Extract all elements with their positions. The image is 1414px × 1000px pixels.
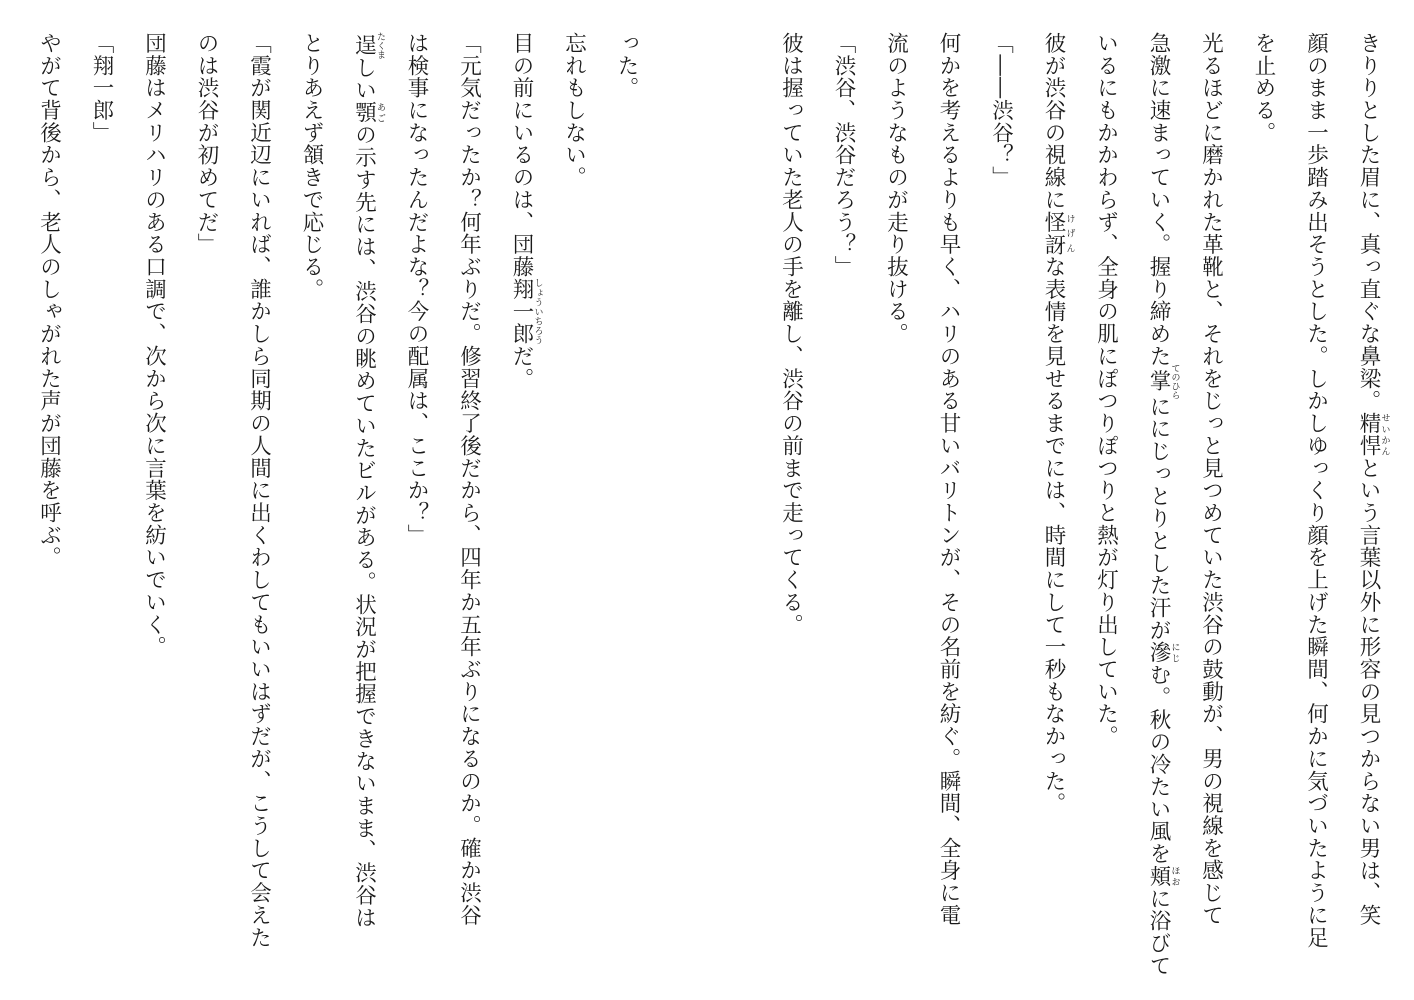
furigana: 掌てのひら [1146, 363, 1180, 400]
text-line: とりあえず頷きで応じる。 [299, 32, 324, 301]
text-line: 何かを考えるよりも早く、ハリのある甘いバリトンが、その名前を紡ぐ。瞬間、全身に電 [936, 32, 961, 927]
furigana: 滲にじ [1146, 641, 1180, 664]
furigana: 頬ほお [1146, 865, 1180, 888]
text-line: 忘れもしない。 [561, 32, 587, 189]
text-line: 「翔一郎」 [89, 32, 114, 144]
text-line: 光るほどに磨かれた革靴と、それをじっと見つめていた渋谷の鼓動が、男の視線を感じて [1198, 32, 1224, 927]
text-line: 「元気だったか？何年ぶりだ。修習終了後だから、四年か五年ぶりになるのか。確か渋谷 [456, 32, 482, 927]
text-line: った。 [614, 32, 639, 100]
text-line: やがて背後から、老人のしゃがれた声が団藤を呼ぶ。 [36, 32, 62, 569]
text-line: 「霞が関近辺にいれば、誰かしら同期の人間に出くわしてもいいはずだが、こうして会えた [246, 32, 272, 949]
furigana: 逞たくま [351, 32, 385, 59]
furigana: 精悍せいかん [1356, 412, 1390, 457]
furigana: 顎あご [351, 101, 385, 124]
text-line: 彼が渋谷の視線に怪訝けげんな表情を見せるまでには、時間にして一秒もなかった。 [1041, 32, 1075, 815]
text-line: 急激に速まっていく。握り締めた掌てのひらににじっとりとした汗が滲にじむ。秋の冷たい風を頬ほおに浴びて [1146, 32, 1180, 977]
furigana: 翔一郎しょういちろう [509, 277, 543, 346]
text-line: のは渋谷が初めてだ」 [194, 32, 219, 256]
left-page [32, 32, 652, 982]
text-line: きりりとした眉に、真っ直ぐな鼻梁。精悍せいかんという言葉以外に形容の見つからない男は、笑 [1356, 32, 1390, 927]
furigana: 怪訝けげん [1041, 210, 1075, 256]
text-line: 逞たくましい顎あごの示す先には、渋谷の眺めていたビルがある。状況が把握できないまま、渋谷は [351, 32, 385, 929]
text-line: 「――渋谷？」 [988, 32, 1014, 189]
text-line: 彼は握っていた老人の手を離し、渋谷の前まで走ってくる。 [778, 32, 804, 636]
text-line: 団藤はメリハリのある口調で、次から次に言葉を紡いでいく。 [141, 32, 167, 659]
text-line: 顔のまま一歩踏み出そうとした。しかしゆっくり顔を上げた瞬間、何かに気づいたように足 [1303, 32, 1329, 949]
right-page [774, 32, 1394, 982]
text-line: は検事になったんだよな？今の配属は、ここか？」 [404, 32, 429, 547]
text-line: いるにもかかわらず、全身の肌にぽつりぽつりと熱が灯り出していた。 [1093, 32, 1119, 748]
text-line: 流のようなものが走り抜ける。 [883, 32, 909, 346]
text-line: を止める。 [1251, 32, 1276, 144]
text-line: 目の前にいるのは、団藤翔一郎しょういちろうだ。 [509, 32, 543, 390]
text-line: 「渋谷、渋谷だろう？」 [831, 32, 856, 278]
